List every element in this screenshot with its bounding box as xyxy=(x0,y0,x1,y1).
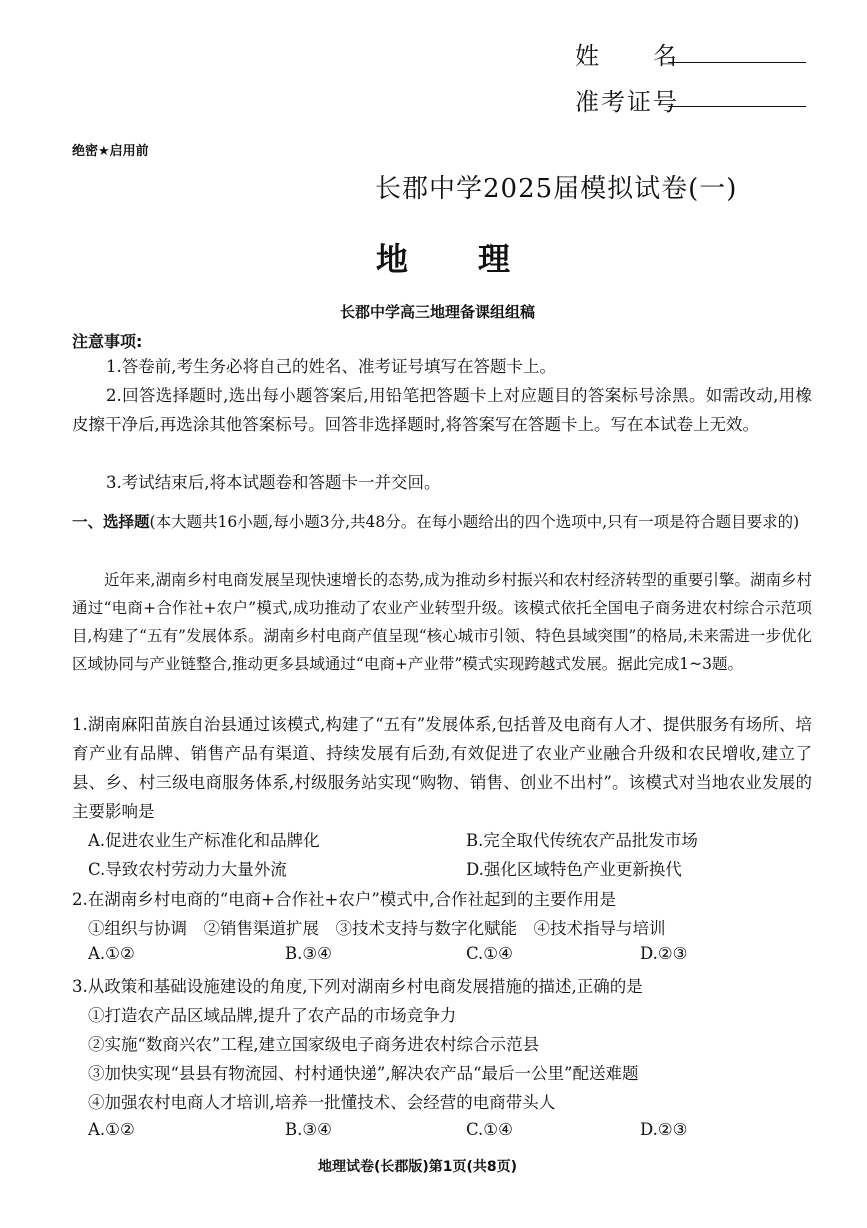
question-3-option-c[interactable]: C.①④ xyxy=(466,1120,513,1139)
question-3-option-b[interactable]: B.③④ xyxy=(285,1120,332,1139)
confidential-mark: 绝密★启用前 xyxy=(72,144,149,159)
section-1-instructions xyxy=(72,508,812,536)
question-2-option-d[interactable]: D.②③ xyxy=(640,944,688,963)
question-2-option-a[interactable]: A.①② xyxy=(88,944,135,963)
notice-item-3: 3.考试结束后,将本试题卷和答题卡一并交回。 xyxy=(106,473,441,492)
question-3-statement-4: ④加强农村电商人才培训,培养一批懂技术、会经营的电商带头人 xyxy=(88,1093,556,1112)
question-3-statement-2: ②实施“数商兴农”工程,建立国家级电子商务进农村综合示范县 xyxy=(88,1035,540,1054)
name-blank-line[interactable] xyxy=(668,62,806,63)
section-1-heading: 一、选择题 xyxy=(72,513,150,531)
question-2-statements: ①组织与协调 ②销售渠道扩展 ③技术支持与数字化赋能 ④技术指导与培训 xyxy=(88,919,666,938)
notice-item-2: 2.回答选择题时,选出每小题答案后,用铅笔把答题卡上对应题目的答案标号涂黑。如需改动,用橡皮擦干净后,再选涂其他答案标号。回答非选择题时,将答案写在答题卡上。写在本试卷上无效。 xyxy=(72,386,812,434)
notice-heading: 注意事项: xyxy=(72,332,143,351)
page-footer: 地理试卷(长郡版)第1页(共8页) xyxy=(318,1159,518,1175)
exam-id-label: 准考证号 xyxy=(575,88,679,116)
question-3-stem: 3.从政策和基础设施建设的角度,下列对湖南乡村电商发展措施的描述,正确的是 xyxy=(72,977,643,996)
question-3-statement-3: ③加快实现“县县有物流园、村村通快递”,解决农产品“最后一公里”配送难题 xyxy=(88,1064,639,1083)
question-3-option-d[interactable]: D.②③ xyxy=(640,1120,688,1139)
question-2-option-b[interactable]: B.③④ xyxy=(285,944,332,963)
question-2-stem: 2.在湖南乡村电商的“电商+合作社+农户”模式中,合作社起到的主要作用是 xyxy=(72,890,617,909)
exam-id-blank-line[interactable] xyxy=(668,106,806,107)
question-1-stem: 1.湖南麻阳苗族自治县通过该模式,构建了“五有”发展体系,包括普及电商有人才、提供服务有场所、培育产业有品牌、销售产品有渠道、持续发展有后劲,有效促进了农业产业融合升级和农民增收,建立了县、乡、村三级电商服务体系,村级服务站实现“购物、销售、创业不出村”。该模式对当地农业发展的主要影响是 xyxy=(72,715,812,821)
question-1-option-b[interactable]: B.完全取代传统农产品批发市场 xyxy=(466,831,698,850)
notice-item-1: 1.答卷前,考生务必将自己的姓名、准考证号填写在答题卡上。 xyxy=(106,357,556,376)
exam-title: 长郡中学2025届模拟试卷(一) xyxy=(375,174,738,204)
question-1-option-c[interactable]: C.导致农村劳动力大量外流 xyxy=(88,860,287,879)
name-label: 姓 名 xyxy=(575,42,679,70)
question-1-option-a[interactable]: A.促进农业生产标准化和品牌化 xyxy=(88,831,320,850)
question-3-statement-1: ①打造农产品区域品牌,提升了农产品的市场竞争力 xyxy=(88,1006,457,1025)
question-3-option-a[interactable]: A.①② xyxy=(88,1120,135,1139)
passage: 近年来,湖南乡村电商发展呈现快速增长的态势,成为推动乡村振兴和农村经济转型的重要引擎。湖南乡村通过“电商+合作社+农户”模式,成功推动了农业产业转型升级。该模式依托全国电子商务进农村综合示范项目,构建了“五有”发展体系。湖南乡村电商产值呈现“核心城市引领、特色县域突围”的格局,未来需进一步优化区域协同与产业链整合,推动更多县域通过“电商+产业带”模式实现跨越式发展。据此完成1~3题。 xyxy=(72,571,812,673)
compiler-line: 长郡中学高三地理备课组组稿 xyxy=(340,303,536,321)
question-1-option-d[interactable]: D.强化区域特色产业更新换代 xyxy=(466,860,682,879)
section-1-desc: (本大题共16小题,每小题3分,共48分。在每小题给出的四个选项中,只有一项是符合题目要求的) xyxy=(149,513,800,531)
question-2-option-c[interactable]: C.①④ xyxy=(466,944,513,963)
subject-title: 地 理 xyxy=(376,240,513,278)
